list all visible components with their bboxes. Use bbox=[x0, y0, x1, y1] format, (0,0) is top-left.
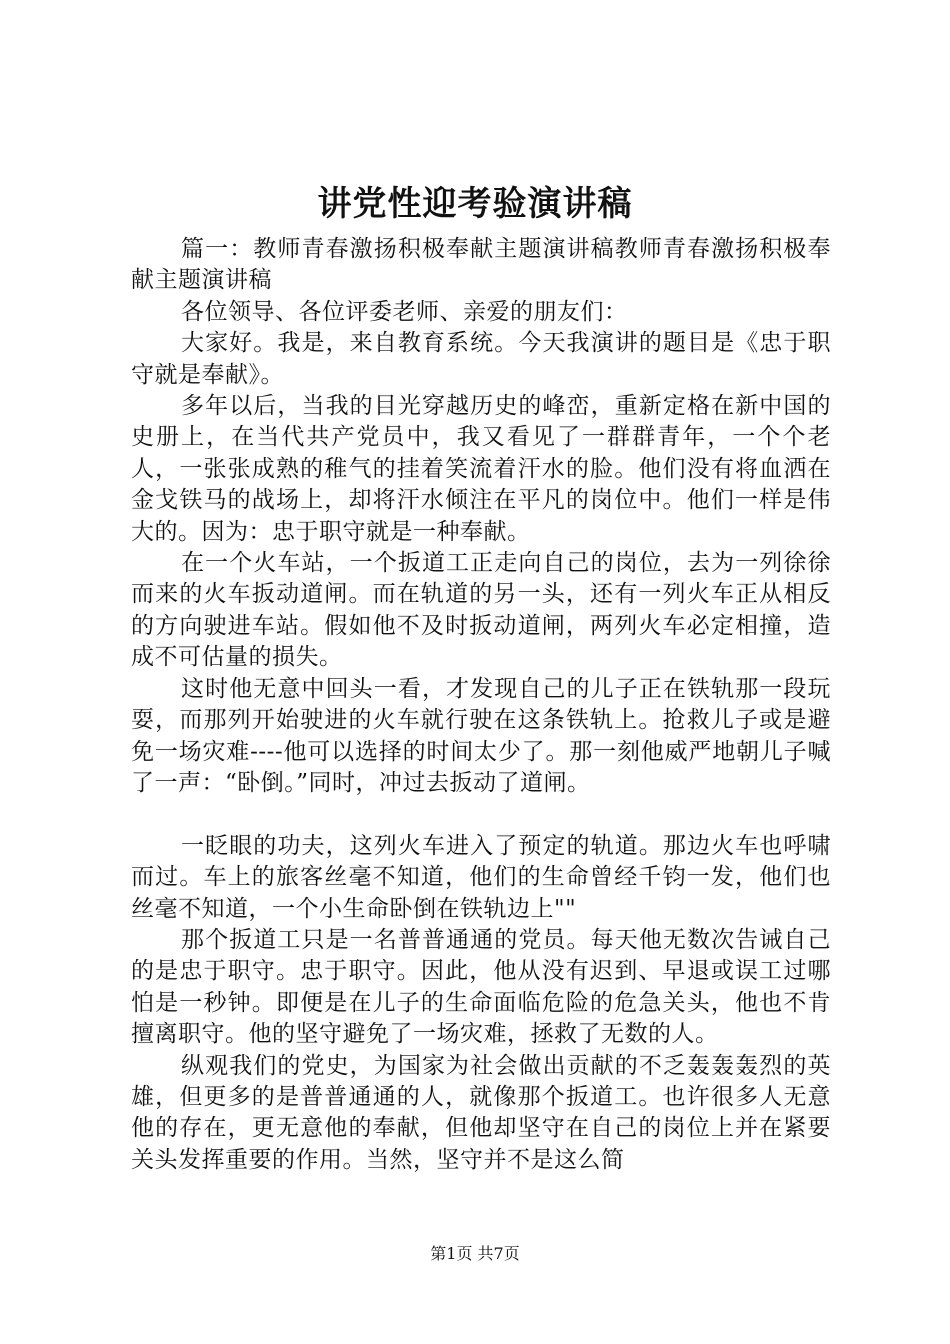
paragraph: 一眨眼的功夫，这列火车进入了预定的轨道。那边火车也呼啸而过。车上的旅客丝毫不知道，他们的生命曾经千钧一发，他们也丝毫不知道，一个小生命卧倒在铁轨边上"" bbox=[131, 832, 831, 922]
paragraph: 在一个火车站，一个扳道工正走向自己的岗位，去为一列徐徐而来的火车扳动道闸。而在轨道的另一头，还有一列火车正从相反的方向驶进车站。假如他不及时扳动道闸，两列火车必定相撞，造成不可估量的损失。 bbox=[131, 550, 831, 671]
paragraph: 大家好。我是，来自教育系统。今天我演讲的题目是《忠于职守就是奉献》。 bbox=[131, 330, 831, 388]
page-footer: 第1页 共7页 bbox=[430, 1244, 520, 1263]
document-body bbox=[131, 234, 831, 1176]
paragraph: 纵观我们的党史，为国家为社会做出贡献的不乏轰轰轰烈的英雄，但更多的是普普通通的人，就像那个扳道工。也许很多人无意他的存在，更无意他的奉献，但他却坚守在自己的岗位上并在紧要关头发挥重要的作用。当然，坚守并不是这么简 bbox=[131, 1052, 831, 1173]
blank-line bbox=[131, 799, 831, 830]
paragraph: 那个扳道工只是一名普普通通的党员。每天他无数次告诫自己的是忠于职守。忠于职守。因此，他从没有迟到、早退或误工过哪怕是一秒钟。即便是在儿子的生命面临危险的危急关头，他也不肯擅离职守。他的坚守避免了一场灾难，拯救了无数的人。 bbox=[131, 926, 831, 1048]
paragraph: 这时他无意中回头一看，才发现自己的儿子正在铁轨那一段玩耍，而那列开始驶进的火车就行驶在这条铁轨上。抢救儿子或是避免一场灾难----他可以选择的时间太少了。那一刻他威严地朝儿子喊了一声：“卧倒。”同时，冲过去扳动了道闸。 bbox=[131, 675, 831, 796]
paragraph: 篇一：教师青春激扬积极奉献主题演讲稿教师青春激扬积极奉献主题演讲稿 bbox=[131, 236, 831, 294]
page-title: 讲党性迎考验演讲稿 bbox=[317, 184, 633, 224]
paragraph: 各位领导、各位评委老师、亲爱的朋友们： bbox=[181, 298, 628, 325]
paragraph: 多年以后，当我的目光穿越历史的峰峦，重新定格在新中国的史册上，在当代共产党员中，我又看见了一群群青年，一个个老人，一张张成熟的稚气的挂着笑流着汗水的脸。他们没有将血洒在金戈铁马的战场上，却将汗水倾注在平凡的岗位中。他们一样是伟大的。因为：忠于职守就是一种奉献。 bbox=[131, 393, 831, 545]
